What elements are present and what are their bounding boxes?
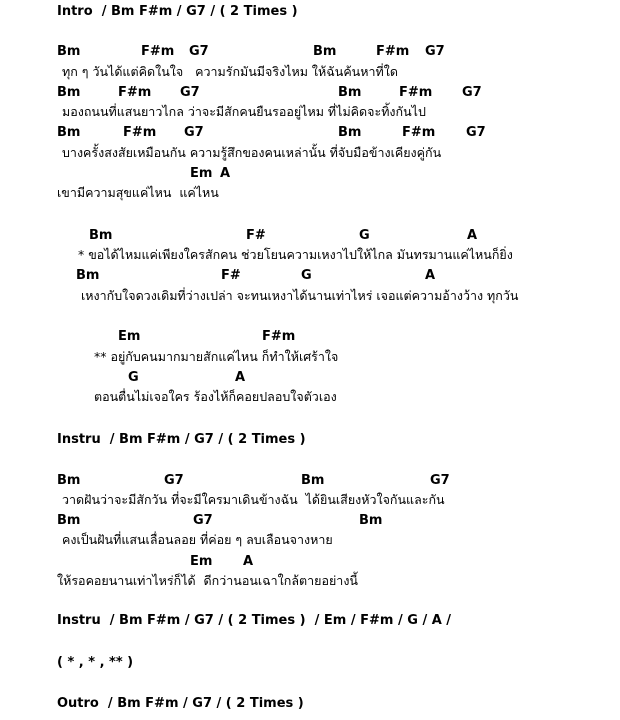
chord: G7 [189, 44, 209, 59]
chord: Bm [57, 125, 81, 140]
chord: F#m [118, 85, 152, 100]
chord: G [359, 228, 370, 243]
chord: Bm [338, 125, 362, 140]
lyric-line: ให้รอคอยนานเท่าไหร่ก็ได้ ดีกว่านอนเฉาใกล้ตายอย่างนี้ [57, 573, 358, 588]
chord: A [243, 554, 254, 569]
chord: G7 [164, 473, 184, 488]
lyric-line: เหงากับใจดวงเดิมที่ว่างเปล่า จะทนเหงาได้นานเท่าไหร่ เจอแต่ความอ้างว้าง ทุกวัน [81, 288, 519, 303]
instru-line: Instru / Bm F#m / G7 / ( 2 Times ) [57, 432, 306, 447]
chord: F#m [399, 85, 433, 100]
lyric-line: วาดฝันว่าจะมีสักวัน ที่จะมีใครมาเดินข้างฉัน ได้ยินเสียงหัวใจกันและกัน [62, 492, 445, 507]
chord: Bm [57, 473, 81, 488]
chord: F#m [402, 125, 436, 140]
chord: G [301, 268, 312, 283]
chord: G7 [466, 125, 486, 140]
repeat-marker: ( * , * , ** ) [57, 655, 134, 670]
chord: F#m [123, 125, 157, 140]
chord: A [425, 268, 436, 283]
chord: Bm [313, 44, 337, 59]
lyric-line: มองถนนที่แสนยาวไกล ว่าจะมีสักคนยืนรออยู่ไหม ที่ไม่คิดจะทิ้งกันไป [62, 104, 426, 119]
chord: F# [221, 268, 241, 283]
instru-line: Instru / Bm F#m / G7 / ( 2 Times ) / Em / F#m / G / A / [57, 613, 452, 628]
intro-line: Intro / Bm F#m / G7 / ( 2 Times ) [57, 4, 298, 19]
chord: G7 [184, 125, 204, 140]
chord: G7 [193, 513, 213, 528]
chord: Bm [89, 228, 113, 243]
chord: G7 [430, 473, 450, 488]
chord: F#m [376, 44, 410, 59]
chord: G7 [462, 85, 482, 100]
lyric-line: ตอนตื่นไม่เจอใคร ร้องไห้ก็คอยปลอบใจตัวเอง [94, 389, 337, 404]
lyric-line: ทุก ๆ วันได้แต่คิดในใจ ความรักมันมีจริงไหม ให้ฉันค้นหาที่ใด [62, 64, 398, 79]
chord: A [220, 166, 231, 181]
chord: Bm [76, 268, 100, 283]
chord: F# [246, 228, 266, 243]
lyric-line: เขามีความสุขแค่ไหน แค่ไหน [57, 185, 219, 200]
chord: F#m [262, 329, 296, 344]
lyric-line: คงเป็นฝันที่แสนเลื่อนลอย ที่ค่อย ๆ ลบเลือนจางหาย [62, 532, 333, 547]
lyric-line: ** อยู่กับคนมากมายสักแค่ไหน ก็ทำให้เศร้าใจ [94, 349, 339, 364]
chord: Bm [338, 85, 362, 100]
chord: Bm [359, 513, 383, 528]
lyric-line: บางครั้งสงสัยเหมือนกัน ความรู้สึกของคนเหล่านั้น ที่จับมือข้างเคียงคู่กัน [62, 145, 442, 160]
chord: A [467, 228, 478, 243]
lyric-line: * ขอได้ไหมแค่เพียงใครสักคน ช่วยโยนความเหงาไปให้ไกล มันทรมานแค่ไหนก็ยิ่ง [78, 247, 513, 262]
chord: Em [190, 166, 213, 181]
chord: A [235, 370, 246, 385]
chord: Bm [57, 513, 81, 528]
chord: F#m [141, 44, 175, 59]
chord: Em [118, 329, 141, 344]
outro-line: Outro / Bm F#m / G7 / ( 2 Times ) [57, 696, 304, 711]
chord: Bm [57, 85, 81, 100]
chord: G [128, 370, 139, 385]
chord: Bm [57, 44, 81, 59]
chord: G7 [180, 85, 200, 100]
chord: G7 [425, 44, 445, 59]
chord: Em [190, 554, 213, 569]
chord: Bm [301, 473, 325, 488]
